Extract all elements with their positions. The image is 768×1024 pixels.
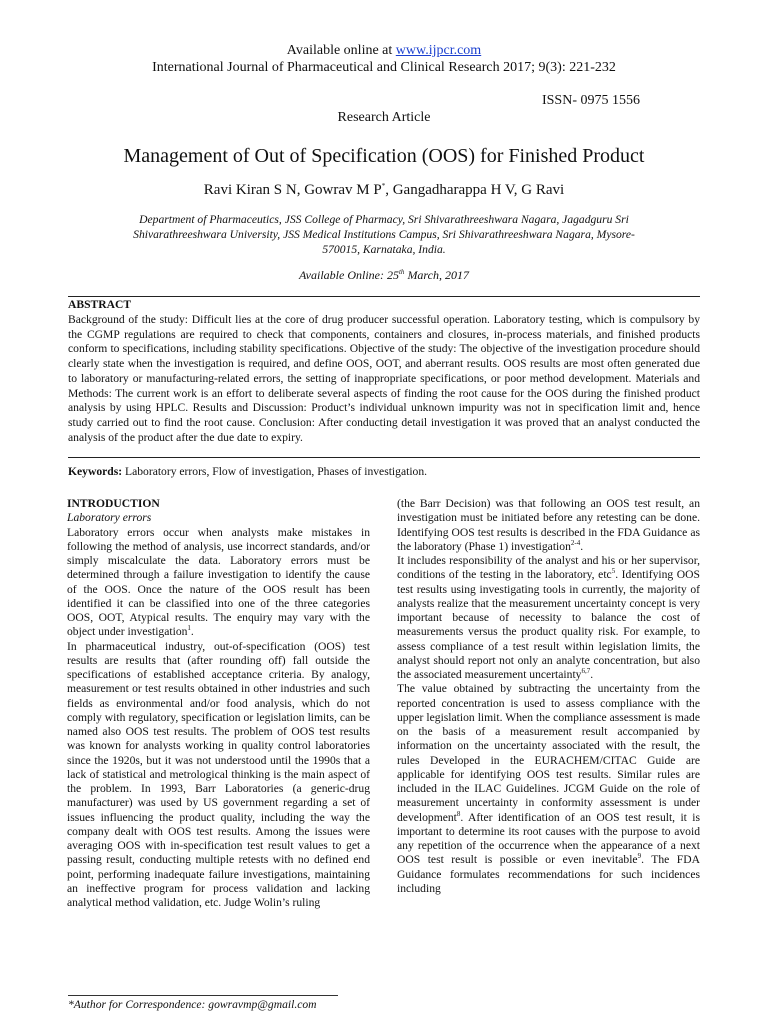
paragraph: It includes responsibility of the analyst and his or her supervisor, conditions of the testing in the laboratory, etc$^5$. Identifying OOS test results using investigating tools in currently, the majority of analysts realize that the measurement uncertainty concept is very important because of necessity to balance the cost of measurements versus the product quality risk. For example, to assess compliance of a test result within legislation limits, the analyst should report not only an analyte concentration, but also the associated measurement uncertainty$^{6,7}$.: [397, 554, 700, 681]
citation-ref: 9: [637, 852, 642, 861]
footnote-rule: [68, 995, 338, 996]
laboratory-errors-subheading: Laboratory errors: [67, 511, 152, 525]
correspondence-footnote: *Author for Correspondence: gowravmp@gmail.com: [68, 998, 317, 1011]
author-list: Ravi Kiran S N, Gowrav M P*, Gangadharappa H V, G Ravi: [203, 182, 565, 198]
affiliation: Department of Pharmaceutics, JSS College of Pharmacy, Sri Shivarathreeshwara Nagara, Jagadguru Sri Shivarathreeshwara University, JSS Medical Institutions Campus, Sri Shivarathreeshwara Nagara, Mysore-570015, Karnataka, India.: [133, 213, 635, 256]
keywords-line: Keywords: Laboratory errors, Flow of investigation, Phases of investigation.: [68, 465, 428, 478]
citation-ref: 8: [456, 809, 461, 818]
available-online-date: Available Online: 25th March, 2017: [299, 268, 469, 282]
availability-line: Available online at www.ijpcr.com: [286, 43, 482, 58]
citation-ref: 2-4: [570, 538, 581, 547]
citation-ref: 1: [187, 624, 191, 633]
paragraph: The value obtained by subtracting the uncertainty from the reported concentration is used to assess compliance with the upper legislation limit. When the compliance assessment is made on the basis of a measurement result accompanied by information on the uncertainty associated with the result, the rules Developed in the EURACHEM/CITAC Guide are applicable for identifying OOS test results. Similar rules are included in the ILAC Guidelines. JCGM Guide on the role of measurement uncertainty in conformity assessment is under development$^8$. After identification of an OOS test result, it is important to determine its root causes with the purpose to avoid any repetition of the occurrence when the appearance of a next OOS test result is possible or even inevitable$^9$. The FDA Guidance formulates recommendations for such incidences including: [397, 682, 700, 895]
abstract-text: Background of the study: Difficult lies at the core of drug producer successful operation. Laboratory testing, which is compulsory by the CGMP regulations are required to check that components, containers and closures, in-process materials, and finished products conform to specifications, including stability specifications. Objective of the study: The objective of the investigation procedure should clearly state when the investigation is required, and define OOS, OOT, and aberrant results. OOS results are most often generated due to laboratory or manufacturing-related errors, the setting of inappropriate specifications, or poor method development. Materials and Methods: The current work is an effort to deliberate several aspects of finding the root cause for the OOS during the finished product analysis by using HPLC. Results and Discussion: Product’s individual unknown impurity was not in specification limit and, hence study carried out to find the root cause. Conclusion: After conducting detail investigation it was proved that an analyst conducted the analysis of the product after the due date to expiry.: [68, 312, 700, 444]
abstract-block: [68, 298, 700, 446]
citation-ref: 5: [611, 567, 616, 576]
article-title: Management of Out of Specification (OOS) for Finished Product: [123, 145, 645, 167]
abstract-top-rule: [68, 296, 700, 297]
introduction-heading: INTRODUCTION: [67, 497, 160, 510]
paragraph: (the Barr Decision) was that following an OOS test result, an investigation must be initiated before any retesting can be done. Identifying OOS test results is described in the FDA Guidance as the laboratory (Phase 1) investigation$^{2-4}$.: [397, 497, 700, 553]
abstract-heading: ABSTRACT: [68, 298, 132, 311]
paragraph: In pharmaceutical industry, out-of-specification (OOS) test results are results that (after rounding off) fall outside the specifications of established acceptance criteria. By analogy, measurement or test results obtained in other industries and such fields as environmental and/or food analysis, which do not comply with regulatory, specification or legislation limits, can be named also OOS test results. The problem of OOS test results was known for analysts working in quality control laboratories since the 1920s, but it was not understood until the 1990s that a lack of statistical and metrological thinking is the main aspect of the problem. In 1993, Barr Laboratories (a generic-drug manufacturer) was used by US government regarding a set of issues influencing the product quality, including the way the company dealt with OOS test results. Among the issues were averaging OOS with in-specification test result values to get a passing result, conducting multiple retests with no defined end point, performing inadequate failure investigations, maintaining an ineffective program for process validation and lacking analytical method validation, etc. Judge Wolin’s ruling: [67, 639, 370, 909]
citation-ref: 6,7: [581, 667, 591, 676]
issn-number: ISSN- 0975 1556: [541, 93, 640, 108]
paragraph: Laboratory errors occur when analysts make mistakes in following the method of analysis, use incorrect standards, and/or simply miscalculate the data. Laboratory errors must be determined through a failure investigation to identify the cause of the OOS. Once the nature of the OOS result has been identified it can be classified into one of the three categories OOS, OOT, Atypical results. The enquiry may vary with the object under investigation$^1$.: [67, 525, 370, 639]
corresponding-mark: *: [381, 182, 386, 190]
left-column: [67, 497, 370, 910]
journal-citation: International Journal of Pharmaceutical and Clinical Research 2017; 9(3): 221-232: [152, 60, 616, 75]
article-type: Research Article: [337, 110, 431, 125]
right-column: [397, 497, 700, 896]
journal-website-link[interactable]: www.ijpcr.com: [395, 43, 482, 58]
abstract-bottom-rule: [68, 457, 700, 458]
